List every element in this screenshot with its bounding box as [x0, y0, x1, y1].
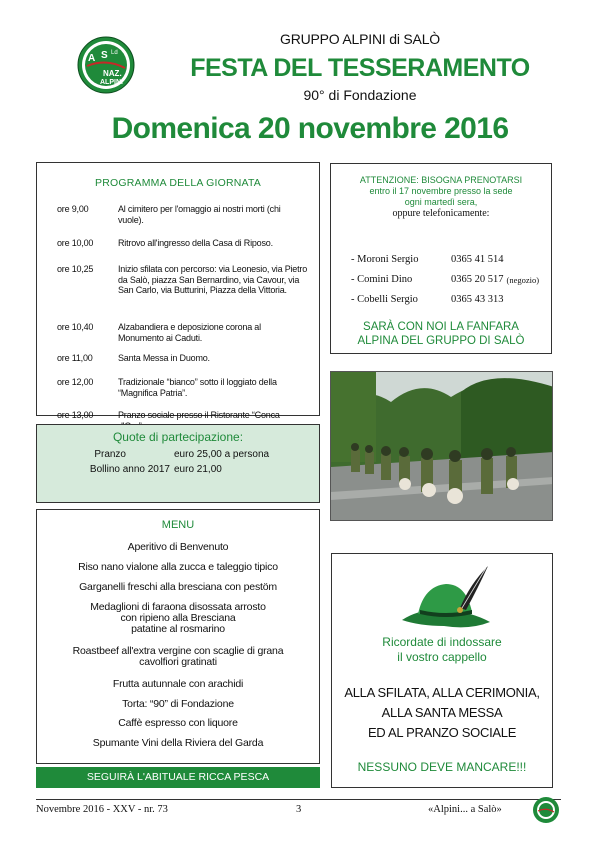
- contact-row: [351, 274, 539, 285]
- contact-name: - Moroni Sergio: [351, 254, 419, 265]
- programma-text: Pranzo sociale presso il Ristorante “Conca: [118, 410, 280, 420]
- programma-text: Tradizionale “bianco” sotto il loggiato della “Magnifica Patria”.: [118, 377, 277, 398]
- svg-text:Ld: Ld: [111, 50, 118, 56]
- footer-magazine: «Alpini... a Salò»: [428, 804, 502, 815]
- attenzione-line: ogni martedì sera,: [404, 197, 478, 207]
- fanfara-note: [331, 320, 551, 348]
- quote-label: Pranzo: [94, 449, 126, 460]
- menu-item: Caffè espresso con liquore: [118, 717, 238, 729]
- contact-phone: 0365 41 514: [451, 254, 504, 265]
- menu-item: Medaglioni di faraona disossata arrosto con ripieno alla Bresciana patatine al rosmarino: [90, 601, 266, 635]
- event-subtitle: 90° di Fondazione: [303, 87, 417, 103]
- reminder-text: [332, 635, 552, 665]
- programma-text: Al cimitero per l'omaggio ai nostri morti (chi vuole).: [118, 204, 281, 225]
- menu-title: MENU: [161, 519, 195, 531]
- programma-row: [57, 238, 307, 249]
- attenzione-line: ATTENZIONE: BISOGNA PRENOTARSI: [359, 175, 523, 185]
- event-title: FESTA DEL TESSERAMENTO: [190, 54, 530, 82]
- svg-text:A: A: [88, 53, 96, 64]
- menu-item: Roastbeef all'extra vergine con scaglie di grana cavolfiori gratinati: [72, 645, 284, 668]
- programma-text: Ritrovo all'ingresso della Casa di Riposo.: [118, 238, 273, 248]
- fanfara-line: ALPINA DEL GRUPPO DI SALÒ: [357, 335, 525, 347]
- pesca-banner: SEGUIRÀ L'ABITUALE RICCA PESCA: [36, 767, 320, 788]
- attenzione-box: [330, 163, 552, 354]
- fanfara-photo: [330, 371, 553, 521]
- attenzione-line: oppure telefonicamente:: [392, 208, 490, 219]
- event-date: Domenica 20 novembre 2016: [111, 112, 509, 145]
- contact-phone: 0365 20 517: [451, 274, 504, 285]
- contact-note: (negozio): [506, 275, 540, 285]
- programma-title: PROGRAMMA DELLA GIORNATA: [94, 177, 262, 189]
- svg-text:ALPINI: ALPINI: [100, 79, 123, 86]
- menu-item: Garganelli freschi alla bresciana con pestöm: [79, 581, 277, 593]
- event-line: ALLA SANTA MESSA: [381, 705, 503, 720]
- footer-divider: [36, 799, 561, 800]
- reminder-line: Ricordate di indossare: [382, 635, 502, 649]
- contact-phone: 0365 43 313: [451, 294, 504, 305]
- footer-issue: Novembre 2016 - XXV - nr. 73: [36, 804, 168, 815]
- quote-box: [36, 424, 320, 503]
- svg-text:S: S: [101, 50, 108, 61]
- programma-text: Inizio sfilata con percorso: via Leonesio, via Pietro da Salò, piazza San Bernardino, via Cavour, via San Carlo, via Butturini, Piazza della Vittoria.: [118, 264, 308, 295]
- contact-name: - Cobelli Sergio: [351, 294, 418, 305]
- cappello-box: [331, 553, 553, 788]
- quote-value: euro 21,00: [174, 464, 222, 475]
- programma-time: ore 12,00: [57, 377, 94, 387]
- events-list: [332, 683, 552, 743]
- event-line: ALLA SFILATA, ALLA CERIMONIA,: [344, 685, 540, 700]
- page-number: 3: [296, 804, 302, 815]
- programma-text: Alzabandiera e deposizione corona al Monumento ai Caduti.: [118, 322, 261, 343]
- programma-time: ore 13,00: [57, 410, 94, 420]
- reminder-line: il vostro cappello: [397, 650, 487, 664]
- attenzione-line: entro il 17 novembre presso la sede: [369, 186, 513, 196]
- programma-row: [57, 322, 307, 343]
- menu-item: Spumante Vini della Riviera del Garda: [92, 737, 264, 749]
- fanfara-line: SARÀ CON NOI LA FANFARA: [363, 321, 519, 333]
- programma-row: [57, 353, 307, 364]
- contact-row: [351, 254, 504, 265]
- programma-row: [57, 264, 307, 296]
- quote-title: Quote di partecipazione:: [112, 430, 244, 444]
- contact-row: [351, 294, 504, 305]
- programma-time: ore 10,40: [57, 322, 94, 332]
- footer-logo: [532, 796, 560, 824]
- event-line: ED AL PRANZO SOCIALE: [367, 725, 517, 740]
- quote-row: [37, 449, 269, 460]
- closing-text: NESSUNO DEVE MANCARE!!!: [357, 760, 527, 774]
- quote-row: [37, 464, 222, 475]
- alpine-hat-icon: [400, 564, 492, 632]
- svg-text:NAZ.: NAZ.: [103, 69, 122, 78]
- menu-item: Aperitivo di Benvenuto: [127, 541, 229, 553]
- programma-time: ore 10,00: [57, 238, 94, 248]
- programma-text: Santa Messa in Duomo.: [118, 353, 210, 363]
- menu-item: Riso nano vialone alla zucca e taleggio tipico: [78, 561, 278, 573]
- quote-label: Bollino anno 2017: [89, 464, 170, 475]
- programma-time: ore 10,25: [57, 264, 94, 274]
- programma-time: ore 9,00: [57, 204, 89, 214]
- programma-time: ore 11,00: [57, 353, 93, 363]
- group-name: GRUPPO ALPINI di SALÒ: [280, 31, 440, 47]
- programma-box: [36, 162, 320, 420]
- contact-name: - Comini Dino: [351, 274, 413, 285]
- programma-row: [57, 204, 307, 225]
- alpini-logo: [77, 36, 135, 94]
- menu-item: Torta: “90” di Fondazione: [122, 698, 234, 710]
- quote-value: euro 25,00 a persona: [174, 449, 270, 460]
- menu-item: Frutta autunnale con arachidi: [112, 678, 244, 690]
- menu-box: [36, 509, 320, 764]
- programma-row: [57, 377, 307, 398]
